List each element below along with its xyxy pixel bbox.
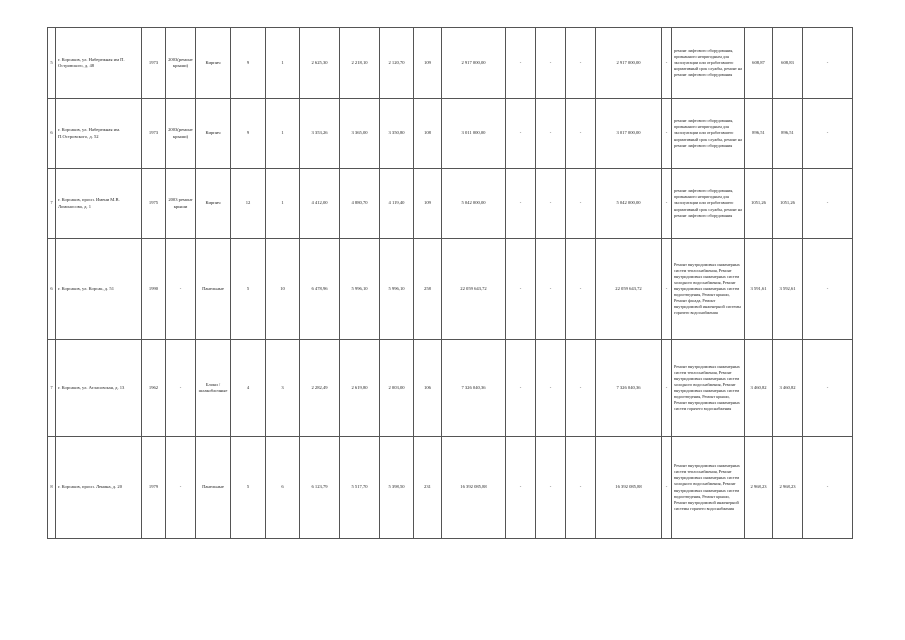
table-row [48,340,853,437]
work-type-cell: ремонт лифтового оборудования, признанного непригодным для эксплуатации или отработавшего нормативный срок службы, ремонт на ремонт лифтового оборудования [672,169,745,239]
cost-source-4-cell: - [662,28,672,99]
cost-source-3-cell: - [566,99,596,169]
last-repair-cell: 2003(ремонт крыши) [166,28,196,99]
floors-cell: 9 [231,99,266,169]
entrances-cell: 1 [266,99,300,169]
row-number: 6 [48,239,56,340]
living-area-cell: 5 996,10 [340,239,380,340]
fund-cost-cell: 16 392 085,88 [596,437,662,539]
repair-register-table [47,27,853,539]
cost-source-1-cell: - [506,239,536,340]
residents-cell: 108 [414,99,442,169]
cost-limit-cell: 1051,26 [773,169,803,239]
year-cell: 1979 [142,437,166,539]
cost-limit-cell: 3 592,61 [773,239,803,340]
total-cost-cell: 7 326 040,36 [442,340,506,437]
cost-source-4-cell: - [662,239,672,340]
row-number: 7 [48,169,56,239]
living-area-cell: 5 517,70 [340,437,380,539]
table-row [48,28,853,99]
entrances-cell: 6 [266,437,300,539]
address-cell: г. Корсаков, ул. Набережная им. П.Островского, д. 52 [56,99,142,169]
table-row [48,239,853,340]
living-area-cell: 4 880,70 [340,169,380,239]
residents-cell: 106 [414,340,442,437]
cost-limit-cell: 608,83 [773,28,803,99]
cost-source-1-cell: - [506,169,536,239]
total-cost-cell: 3 011 000,00 [442,99,506,169]
total-area-cell: 3 353,26 [300,99,340,169]
residents-cell: 231 [414,437,442,539]
wall-material-cell: Кирпич [196,99,231,169]
entrances-cell: 1 [266,28,300,99]
fund-cost-cell: 2 917 000,00 [596,28,662,99]
address-cell: г. Корсаков, просп. Имени М.В. Ломоносова, д. 1 [56,169,142,239]
specific-cost-cell: 3 591,61 [745,239,773,340]
floors-cell: 9 [231,28,266,99]
cost-limit-cell: 3 460,82 [773,340,803,437]
living-area-cell: 2 218,10 [340,28,380,99]
row-number: 8 [48,437,56,539]
row-number: 7 [48,340,56,437]
work-type-cell: Ремонт внутридомовых инженерных систем теплоснабжения, Ремонт внутридомовых инженерных систем холодного водоснабжения, Ремонт внутридомовых инженерных систем водоотведения, Ремонт крыши, Ремонт внутридомовой инженерной системы горячего водоснабжения [672,437,745,539]
completion-cell: - [803,169,853,239]
table-row [48,169,853,239]
last-repair-cell: - [166,239,196,340]
last-repair-cell: 2003(ремонт крыши) [166,99,196,169]
floors-cell: 12 [231,169,266,239]
work-type-cell: Ремонт внутридомовых инженерных систем теплоснабжения, Ремонт внутридомовых инженерных систем холодного водоснабжения, Ремонт внутридомовых инженерных систем водоотведения, Ремонт крыши, Ремонт внутридомовых инженерных систем горячего водоснабжения [672,340,745,437]
residents-cell: 258 [414,239,442,340]
total-area-cell: 2 625,30 [300,28,340,99]
year-cell: 1990 [142,239,166,340]
total-cost-cell: 5 042 000,00 [442,169,506,239]
wall-material-cell: Блоки / шлакоблочные [196,340,231,437]
living-area-cell: 3 365,00 [340,99,380,169]
wall-material-cell: Панельные [196,239,231,340]
cost-source-4-cell: - [662,169,672,239]
cost-source-1-cell: - [506,437,536,539]
apartments-area-cell: 5 398,50 [380,437,414,539]
entrances-cell: 10 [266,239,300,340]
residents-cell: 109 [414,169,442,239]
floors-cell: 4 [231,340,266,437]
completion-cell: - [803,99,853,169]
apartments-area-cell: 3 350,80 [380,99,414,169]
total-area-cell: 4 412,00 [300,169,340,239]
last-repair-cell: 2003 ремонт крыши [166,169,196,239]
floors-cell: 5 [231,239,266,340]
cost-limit-cell: 2 968,23 [773,437,803,539]
last-repair-cell: - [166,340,196,437]
living-area-cell: 2 619,80 [340,340,380,437]
table-row [48,99,853,169]
cost-limit-cell: 896,51 [773,99,803,169]
cost-source-2-cell: - [536,340,566,437]
cost-source-4-cell: - [662,99,672,169]
address-cell: г. Корсаков, ул. Корсак, д. 51 [56,239,142,340]
apartments-area-cell: 4 119,40 [380,169,414,239]
total-area-cell: 2 282,49 [300,340,340,437]
wall-material-cell: Кирпич [196,28,231,99]
year-cell: 1973 [142,99,166,169]
fund-cost-cell: 5 042 000,00 [596,169,662,239]
cost-source-3-cell: - [566,239,596,340]
row-number: 5 [48,28,56,99]
work-type-cell: ремонт лифтового оборудования, признанного непригодным для эксплуатации или отработавшего нормативный срок службы, ремонт на ремонт лифтового оборудования [672,99,745,169]
floors-cell: 5 [231,437,266,539]
specific-cost-cell: 608,87 [745,28,773,99]
cost-source-4-cell: - [662,340,672,437]
cost-source-1-cell: - [506,99,536,169]
entrances-cell: 1 [266,169,300,239]
year-cell: 1975 [142,169,166,239]
total-cost-cell: 2 917 000,00 [442,28,506,99]
cost-source-2-cell: - [536,28,566,99]
cost-source-2-cell: - [536,99,566,169]
last-repair-cell: - [166,437,196,539]
specific-cost-cell: 3 460,82 [745,340,773,437]
cost-source-4-cell: - [662,437,672,539]
year-cell: 1962 [142,340,166,437]
cost-source-2-cell: - [536,437,566,539]
residents-cell: 109 [414,28,442,99]
fund-cost-cell: 3 017 000,00 [596,99,662,169]
total-area-cell: 6 478,96 [300,239,340,340]
cost-source-3-cell: - [566,340,596,437]
completion-cell: - [803,239,853,340]
cost-source-1-cell: - [506,340,536,437]
wall-material-cell: Панельные [196,437,231,539]
address-cell: г. Корсаков, ул. Атласовская, д. 13 [56,340,142,437]
specific-cost-cell: 1051,26 [745,169,773,239]
cost-source-2-cell: - [536,169,566,239]
total-area-cell: 6 123,79 [300,437,340,539]
year-cell: 1973 [142,28,166,99]
total-cost-cell: 16 392 085,88 [442,437,506,539]
completion-cell: - [803,28,853,99]
apartments-area-cell: 2 003,00 [380,340,414,437]
completion-cell: - [803,340,853,437]
wall-material-cell: Кирпич [196,169,231,239]
fund-cost-cell: 7 326 040,36 [596,340,662,437]
entrances-cell: 3 [266,340,300,437]
specific-cost-cell: 896,51 [745,99,773,169]
address-cell: г. Корсаков, просп. Ленина, д. 20 [56,437,142,539]
row-number: 6 [48,99,56,169]
cost-source-3-cell: - [566,169,596,239]
work-type-cell: ремонт лифтового оборудования, признанного непригодным для эксплуатации или отработавшего нормативный срок службы, ремонт на ремонт лифтового оборудования [672,28,745,99]
table-row [48,437,853,539]
work-type-cell: Ремонт внутридомовых инженерных систем теплоснабжения, Ремонт внутридомовых инженерных систем холодного водоснабжения, Ремонт внутридомовых инженерных систем водоотведения, Ремонт крыши, Ремонт фасада, Ремонт внутридомовой инженерной системы горячего водоснабжения [672,239,745,340]
completion-cell: - [803,437,853,539]
cost-source-3-cell: - [566,437,596,539]
fund-cost-cell: 22 059 643,72 [596,239,662,340]
cost-source-2-cell: - [536,239,566,340]
cost-source-1-cell: - [506,28,536,99]
total-cost-cell: 22 059 643,72 [442,239,506,340]
apartments-area-cell: 5 996,10 [380,239,414,340]
apartments-area-cell: 2 120,70 [380,28,414,99]
cost-source-3-cell: - [566,28,596,99]
address-cell: г. Корсаков, ул. Набережная им П. Островского, д. 48 [56,28,142,99]
specific-cost-cell: 2 968,23 [745,437,773,539]
